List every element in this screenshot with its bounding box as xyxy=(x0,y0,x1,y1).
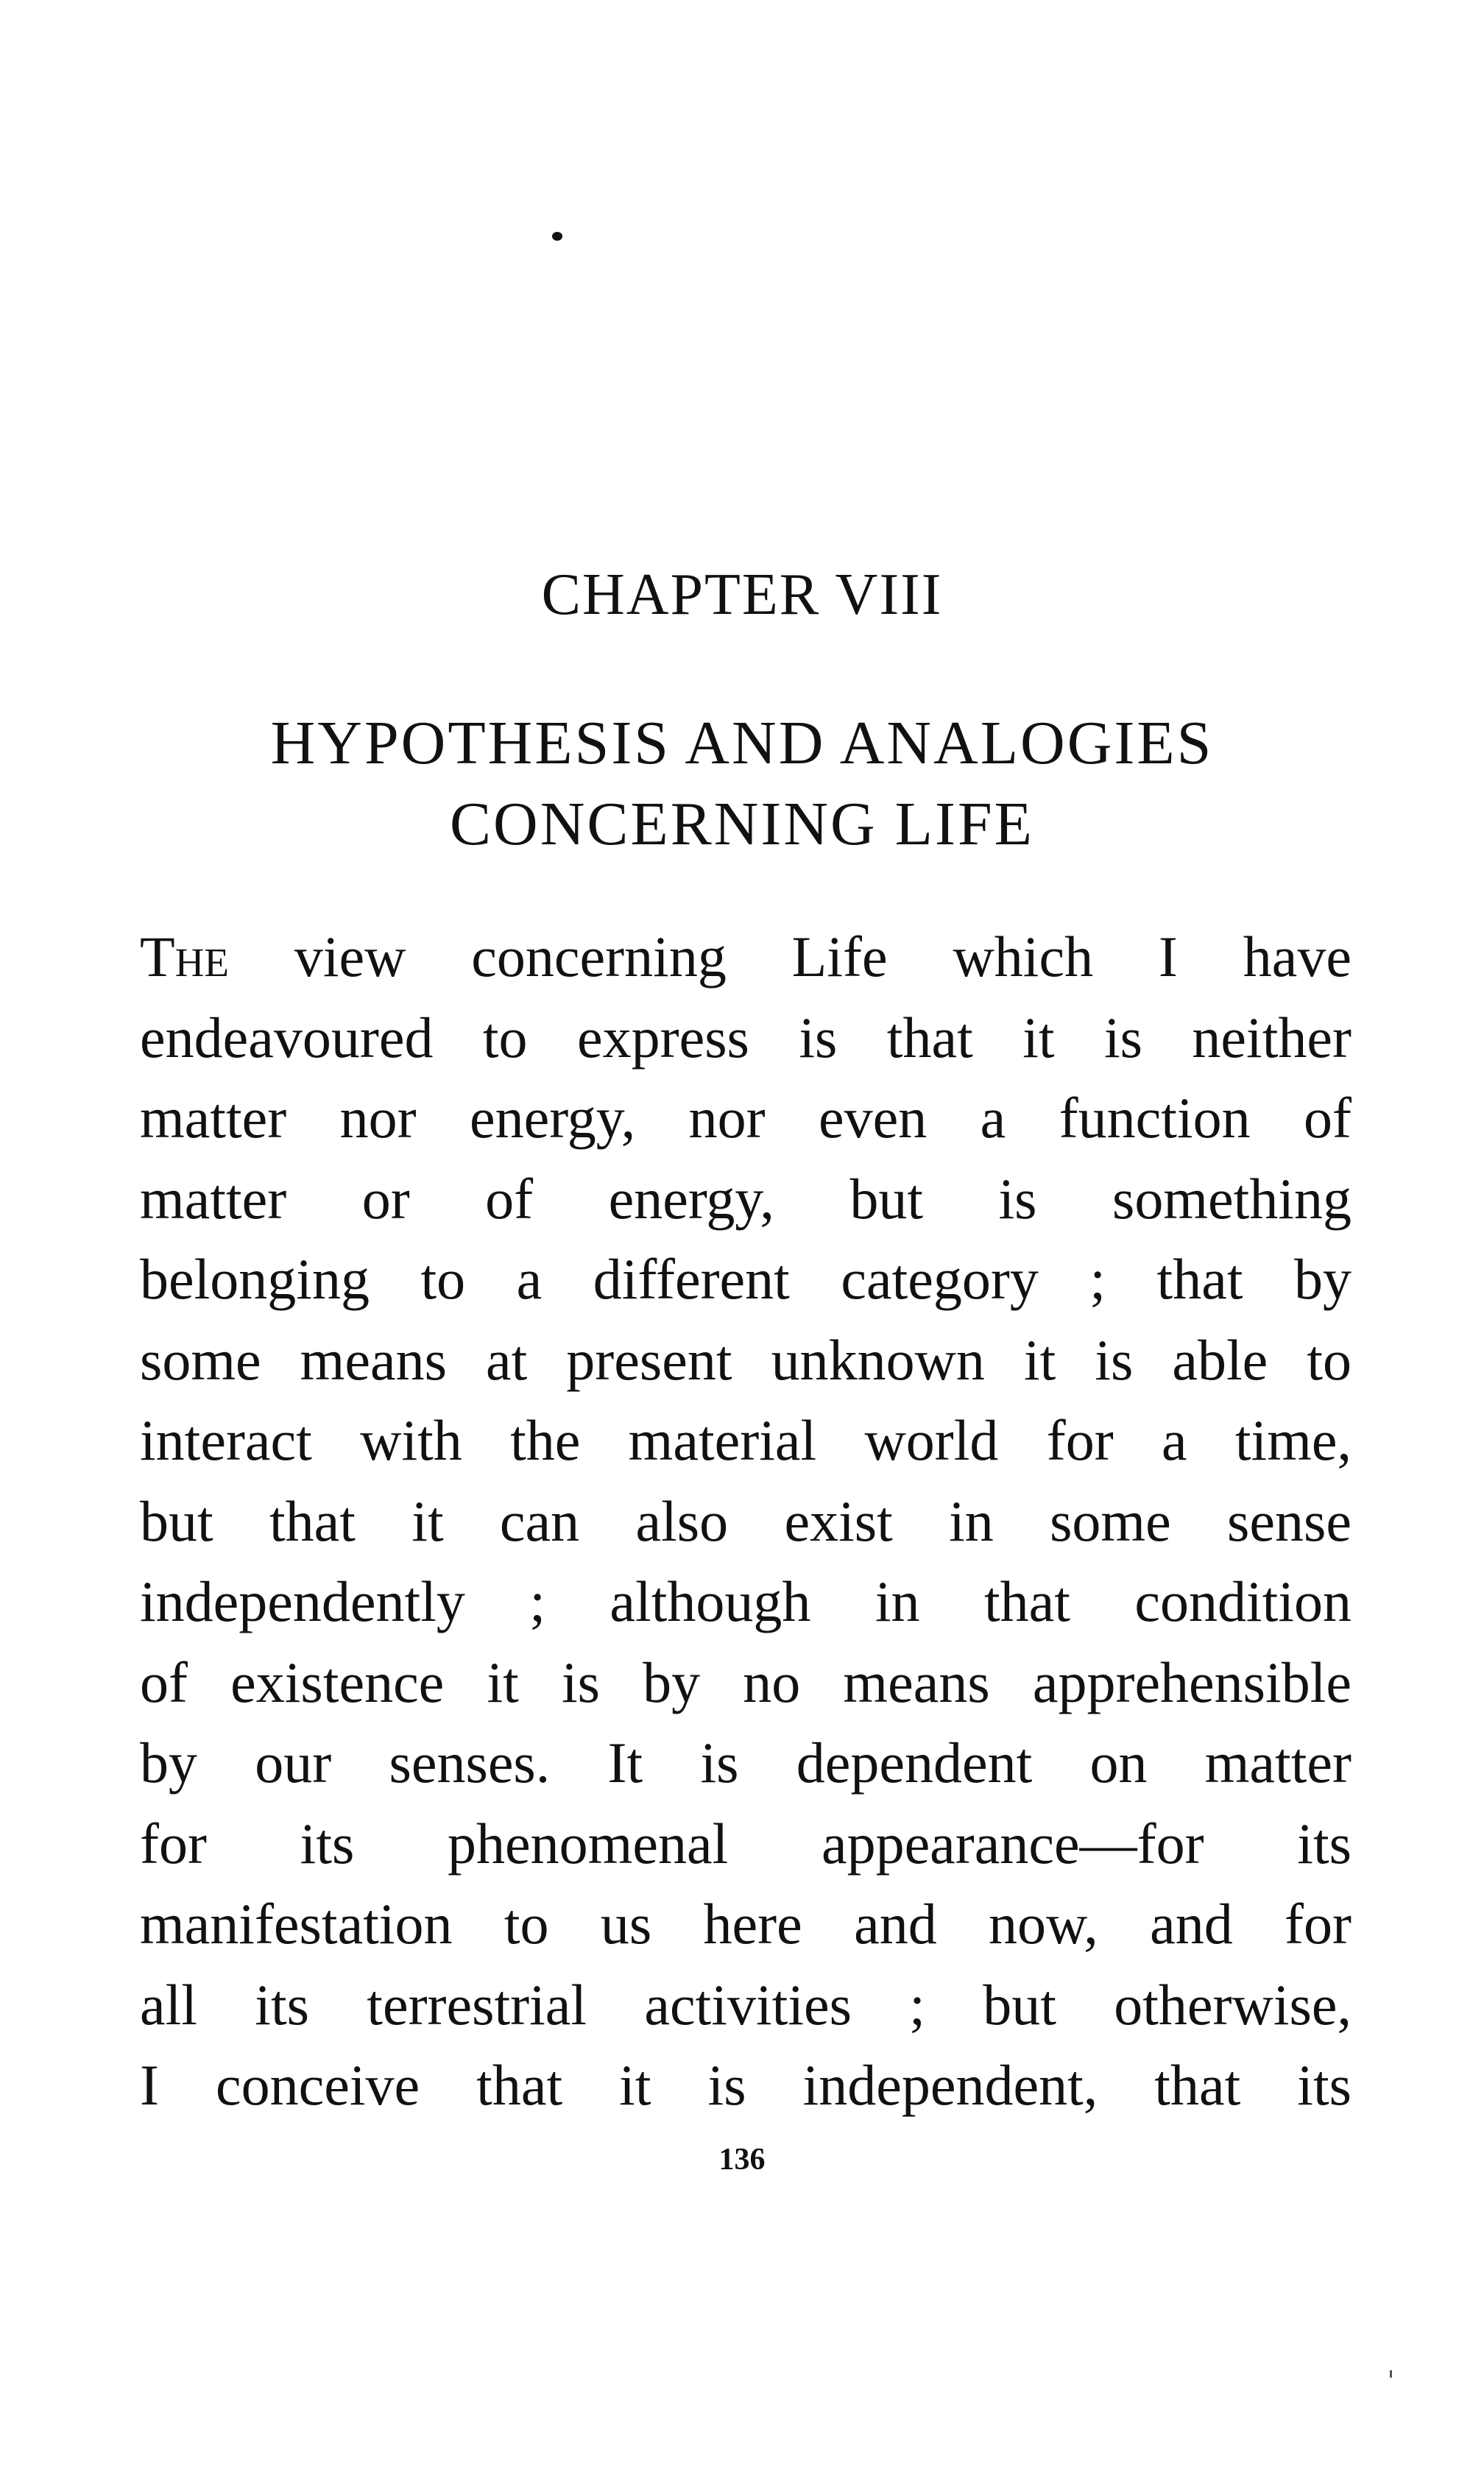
chapter-title xyxy=(0,703,1484,865)
opening-word: The xyxy=(140,925,229,989)
text-line: I conceive that it is independent, that its xyxy=(140,2053,1352,2117)
ink-speck xyxy=(552,232,562,241)
page-number: 136 xyxy=(718,2143,766,2177)
text-line: independently ; although in that condition xyxy=(140,1569,1352,1633)
text-line: by our senses. It is dependent on matter xyxy=(140,1731,1352,1795)
text-line: all its terrestrial activities ; but otherwise, xyxy=(140,1972,1352,2037)
text-line: interact with the material world for a time, xyxy=(140,1408,1352,1472)
text-line: for its phenomenal appearance—for its xyxy=(140,1811,1352,1876)
body-paragraph xyxy=(140,916,1352,2126)
text-line xyxy=(140,916,1352,997)
text-line: endeavoured to express is that it is neither xyxy=(140,1005,1352,1070)
text-line: matter or of energy, but is something xyxy=(140,1166,1352,1231)
chapter-label: CHAPTER VIII xyxy=(541,562,943,627)
edge-mark xyxy=(1390,2370,1392,2378)
chapter-title-line: HYPOTHESIS AND ANALOGIES xyxy=(270,709,1214,777)
text-line: belonging to a different category ; that by xyxy=(140,1247,1352,1311)
chapter-title-line: CONCERNING LIFE xyxy=(450,790,1034,858)
text-line: of existence it is by no means apprehensible xyxy=(140,1650,1352,1714)
text-line: matter nor energy, nor even a function of xyxy=(140,1086,1352,1150)
text-line: but that it can also exist in some sense xyxy=(140,1488,1352,1553)
text-line: manifestation to us here and now, and for xyxy=(140,1892,1352,1956)
text-line-rest: view concerning Life which I have xyxy=(228,925,1352,989)
text-line: some means at present unknown it is able to xyxy=(140,1327,1352,1392)
